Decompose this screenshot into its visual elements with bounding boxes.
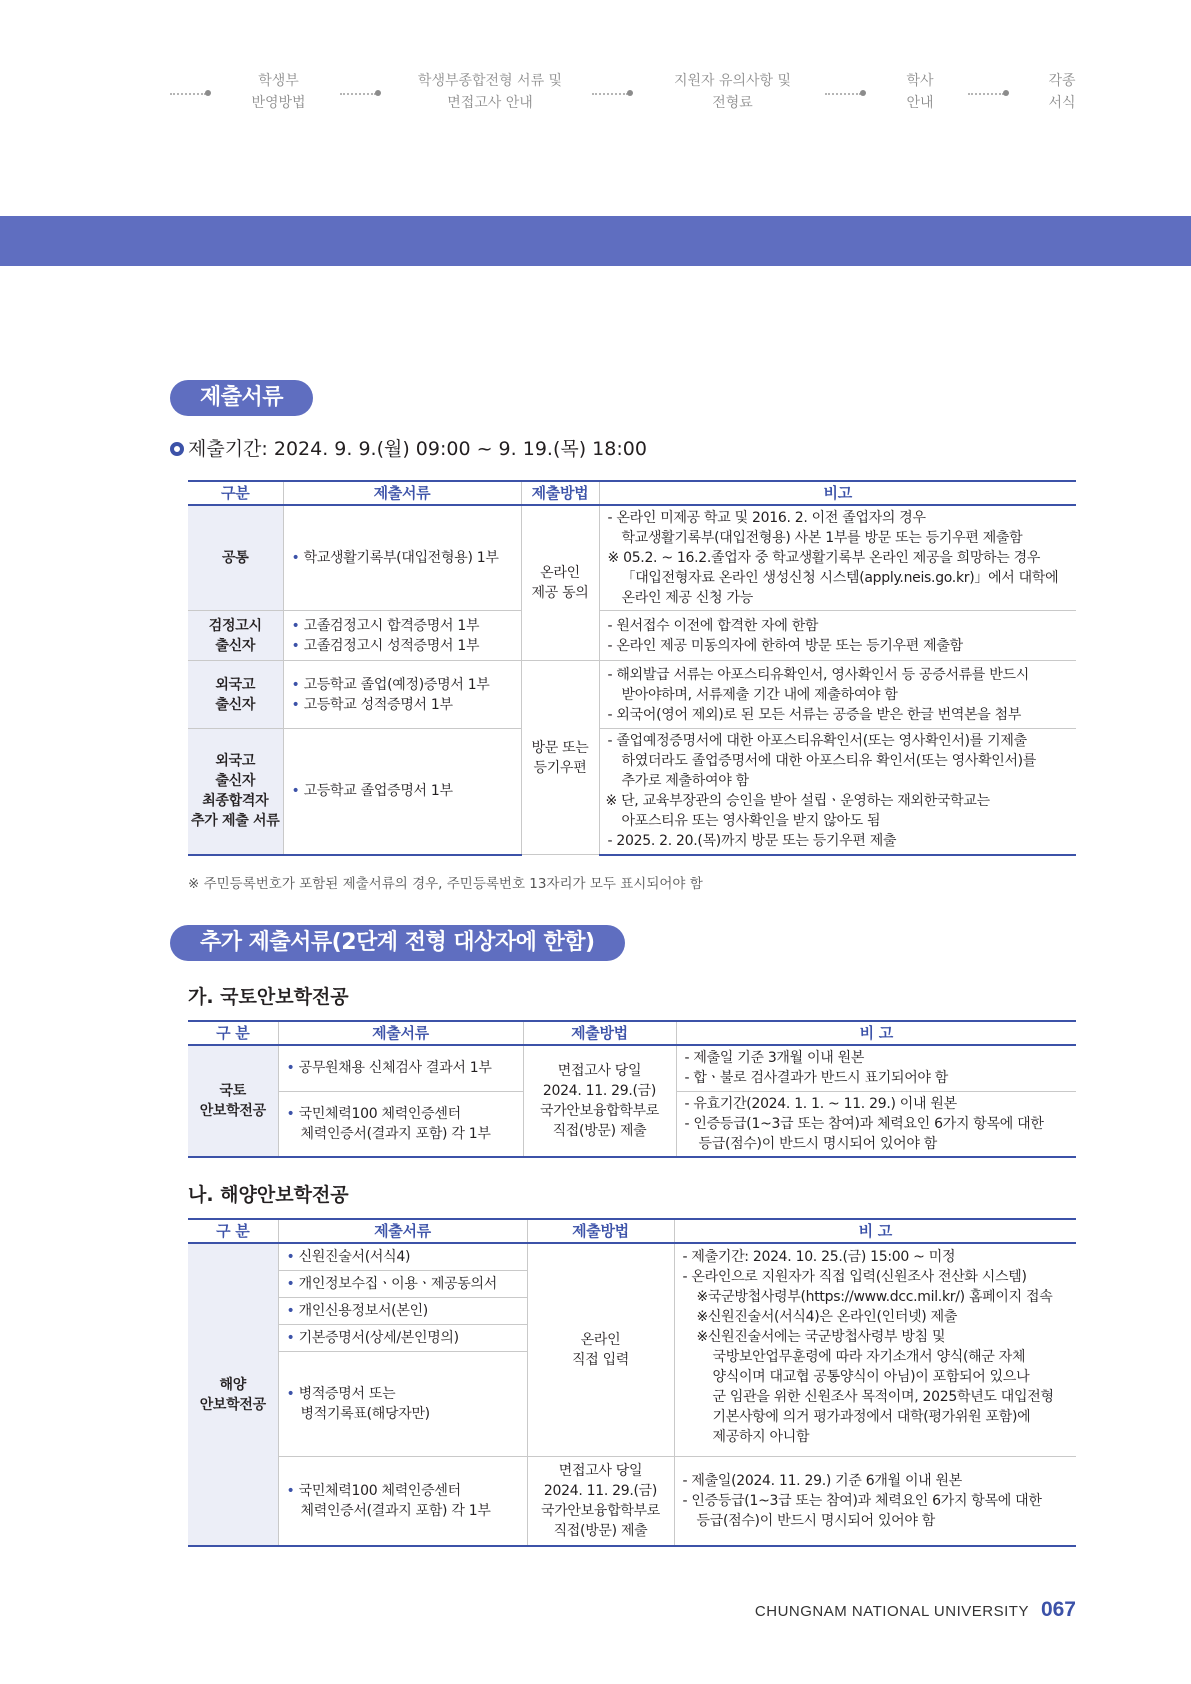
col-header: 제출방법 bbox=[527, 1219, 674, 1243]
nav-item-forms[interactable]: 각종 서식 bbox=[1048, 73, 1076, 111]
subsection-title-maritime: 나. 해양안보학전공 bbox=[188, 1184, 349, 1206]
doc-item: • 고졸검정고시 합격증명서 1부 bbox=[292, 616, 513, 636]
doc-cell bbox=[278, 1045, 523, 1091]
nav-connector bbox=[340, 93, 376, 95]
doc-item: • 공무원채용 신체검사 결과서 1부 bbox=[287, 1058, 515, 1078]
nav-connector bbox=[825, 93, 861, 95]
method-cell bbox=[521, 661, 599, 855]
note-line: - 졸업예정증명서에 대한 아포스티유확인서(또는 영사확인서)를 기제출 하였더라도 졸업증명서에 대한 아포스티유 확인서(또는 영사확인서)를 추가로 제출하여야 함 bbox=[607, 733, 1037, 790]
chapter-nav bbox=[0, 70, 1191, 120]
row-category bbox=[188, 1243, 278, 1546]
method-cell bbox=[521, 505, 599, 661]
note-line: ※신원진술서에는 국군방첩사령부 방침 및 국방보안업무훈령에 따라 자기소개서 양식(해군 자체 양식이며 대교협 공통양식이 아님)이 포함되어 있으나 군 임관을 위한 신원조사 목적이며, 2025학년도 대입전형 기본사항에 의거 평가과정에서 대학(평가위원 포함)에 제공하지 아니함 bbox=[696, 1329, 1054, 1445]
row-category bbox=[188, 661, 283, 729]
nav-connector bbox=[592, 93, 628, 95]
note-line: - 제출일(2024. 11. 29.) 기준 6개월 이내 원본 bbox=[682, 1472, 963, 1489]
col-header: 제출방법 bbox=[523, 1021, 676, 1045]
maritime-security-table bbox=[188, 1218, 1076, 1547]
doc-cell bbox=[283, 611, 521, 661]
table-row bbox=[188, 1456, 1076, 1546]
doc-cell bbox=[278, 1243, 527, 1270]
table-row bbox=[188, 1243, 1076, 1270]
note-line: - 제출일 기준 3개월 이내 원본 bbox=[684, 1050, 865, 1067]
note-cell bbox=[599, 611, 1076, 661]
note-cell bbox=[599, 729, 1076, 855]
university-name: CHUNGNAM NATIONAL UNIVERSITY bbox=[754, 1603, 1029, 1620]
note-line: - 온라인 제공 미동의자에 한하여 방문 또는 등기우편 제출함 bbox=[607, 637, 963, 654]
documents-table bbox=[188, 480, 1076, 856]
doc-cell bbox=[283, 505, 521, 611]
header-band bbox=[0, 216, 1191, 266]
note-cell bbox=[599, 505, 1076, 611]
note-line: - 인증등급(1~3급 또는 참여)과 체력요인 6가지 항목에 대한 등급(점수)이 반드시 명시되어 있어야 함 bbox=[682, 1492, 1042, 1529]
col-header: 비고 bbox=[599, 481, 1076, 505]
category-text: 해양 안보학전공 bbox=[199, 1376, 266, 1413]
col-header: 비 고 bbox=[674, 1219, 1076, 1243]
table-header bbox=[188, 1219, 1076, 1243]
table-row bbox=[188, 1045, 1076, 1091]
col-header: 구 분 bbox=[188, 1219, 278, 1243]
note-line: - 2025. 2. 20.(목)까지 방문 또는 등기우편 제출 bbox=[607, 833, 897, 850]
note-line: ※국군방첩사령부(https://www.dcc.mil.kr/) 홈페이지 접속 bbox=[696, 1289, 1053, 1305]
table-row bbox=[188, 729, 1076, 855]
nav-item-documents-interview[interactable]: 학생부종합전형 서류 및 면접고사 안내 bbox=[417, 73, 563, 111]
note-cell bbox=[676, 1045, 1076, 1091]
doc-item: • 국민체력100 체력인증센터 체력인증서(결과지 포함) 각 1부 bbox=[287, 1104, 515, 1144]
col-header: 비 고 bbox=[676, 1021, 1076, 1045]
note-line: - 유효기간(2024. 1. 1. ~ 11. 29.) 이내 원본 bbox=[684, 1095, 957, 1112]
note-cell bbox=[674, 1456, 1076, 1546]
doc-item: • 고졸검정고시 성적증명서 1부 bbox=[292, 636, 513, 656]
note-line: - 원서접수 이전에 합격한 자에 한함 bbox=[607, 617, 819, 634]
method-cell bbox=[523, 1045, 676, 1157]
doc-cell bbox=[278, 1297, 527, 1324]
bullet-circle-icon bbox=[170, 442, 184, 456]
nav-item-school-record[interactable]: 학생부 반영방법 bbox=[251, 73, 306, 111]
section-title-additional-documents: 추가 제출서류(2단계 전형 대상자에 한함) bbox=[170, 925, 625, 961]
note-cell bbox=[599, 661, 1076, 729]
nav-item-academic-info[interactable]: 학사 안내 bbox=[906, 73, 934, 111]
row-category bbox=[188, 1045, 278, 1157]
page-number: 067 bbox=[1040, 1598, 1076, 1621]
col-header: 제출서류 bbox=[278, 1021, 523, 1045]
doc-item: • 고등학교 졸업(예정)증명서 1부 bbox=[292, 675, 513, 695]
method-text: 방문 또는 등기우편 bbox=[531, 739, 589, 776]
method-text: 온라인 직접 입력 bbox=[571, 1331, 630, 1368]
nav-connector bbox=[968, 93, 1004, 95]
doc-item: • 국민체력100 체력인증센터 체력인증서(결과지 포함) 각 1부 bbox=[287, 1481, 519, 1521]
table-header bbox=[188, 481, 1076, 505]
note-line: - 온라인 미제공 학교 및 2016. 2. 이전 졸업자의 경우 학교생활기록부(대입전형용) 사본 1부를 방문 또는 등기우편 제출함 bbox=[607, 510, 1023, 546]
doc-cell bbox=[278, 1091, 523, 1157]
row-category bbox=[188, 729, 283, 855]
method-text: 면접고사 당일 2024. 11. 29.(금) 국가안보융합학부로 직접(방문) 제출 bbox=[539, 1063, 659, 1139]
note-line: - 온라인으로 지원자가 직접 입력(신원조사 전산화 시스템) bbox=[682, 1269, 1027, 1285]
nav-item-precautions-fees[interactable]: 지원자 유의사항 및 전형료 bbox=[673, 73, 792, 111]
note-line: - 인증등급(1~3급 또는 참여)과 체력요인 6가지 항목에 대한 등급(점수)이 반드시 명시되어 있어야 함 bbox=[684, 1115, 1044, 1152]
doc-item: • 기본증명서(상세/본인명의) bbox=[287, 1328, 519, 1348]
doc-cell bbox=[278, 1324, 527, 1351]
note-line: - 해외발급 서류는 아포스티유확인서, 영사확인서 등 공증서류를 반드시 받아야하며, 서류제출 기간 내에 제출하여야 함 bbox=[607, 666, 1029, 703]
table-row bbox=[188, 505, 1076, 611]
doc-cell bbox=[278, 1456, 527, 1546]
doc-item: • 고등학교 졸업증명서 1부 bbox=[292, 781, 513, 801]
category-text: 외국고 출신자 최종합격자 추가 제출 서류 bbox=[191, 753, 280, 830]
doc-cell bbox=[278, 1270, 527, 1297]
section-title-documents: 제출서류 bbox=[170, 380, 313, 416]
doc-item: • 개인신용정보서(본인) bbox=[287, 1301, 519, 1321]
doc-item: • 병적증명서 또는 병적기록표(해당자만) bbox=[287, 1384, 519, 1424]
footnote: ※ 주민등록번호가 포함된 제출서류의 경우, 주민등록번호 13자리가 모두 표시되어야 함 bbox=[188, 876, 703, 892]
category-text: 국토 안보학전공 bbox=[199, 1083, 266, 1119]
col-header: 제출서류 bbox=[278, 1219, 527, 1243]
col-header: 구분 bbox=[188, 481, 283, 505]
col-header: 제출서류 bbox=[283, 481, 521, 505]
subsection-title-homeland: 가. 국토안보학전공 bbox=[188, 986, 349, 1008]
doc-item: • 고등학교 성적증명서 1부 bbox=[292, 695, 513, 715]
note-line: - 외국어(영어 제외)로 된 모든 서류는 공증을 받은 한글 번역본을 첨부 bbox=[607, 706, 1022, 723]
method-text: 온라인 제공 동의 bbox=[531, 565, 589, 601]
table-row bbox=[188, 661, 1076, 729]
table-header bbox=[188, 1021, 1076, 1045]
doc-cell bbox=[283, 729, 521, 855]
doc-item: • 학교생활기록부(대입전형용) 1부 bbox=[292, 548, 513, 568]
method-text: 면접고사 당일 2024. 11. 29.(금) 국가안보융합학부로 직접(방문) 제출 bbox=[540, 1462, 660, 1539]
col-header: 구 분 bbox=[188, 1021, 278, 1045]
nav-connector bbox=[170, 93, 206, 95]
row-category: 공통 bbox=[188, 505, 283, 611]
col-header: 제출방법 bbox=[521, 481, 599, 505]
submission-period: 제출기간: 2024. 9. 9.(월) 09:00 ~ 9. 19.(목) 18:00 bbox=[188, 438, 647, 460]
method-cell bbox=[527, 1243, 674, 1456]
table-row bbox=[188, 611, 1076, 661]
category-text: 검정고시 출신자 bbox=[208, 617, 262, 654]
row-category bbox=[188, 611, 283, 661]
note-cell bbox=[676, 1091, 1076, 1157]
doc-item: • 신원진술서(서식4) bbox=[287, 1247, 519, 1267]
doc-cell bbox=[278, 1351, 527, 1456]
note-line: - 합ㆍ불로 검사결과가 반드시 표기되어야 함 bbox=[684, 1070, 949, 1087]
doc-cell bbox=[283, 661, 521, 729]
method-cell bbox=[527, 1456, 674, 1546]
note-line: ※ 05.2. ~ 16.2.졸업자 중 학교생활기록부 온라인 제공을 희망하는 경우 「대입전형자료 온라인 생성신청 시스템(apply.neis.go.kr)」에서 대학에 온라인 제공 신청 가능 bbox=[607, 550, 1059, 606]
category-text: 외국고 출신자 bbox=[215, 676, 256, 713]
homeland-security-table bbox=[188, 1020, 1076, 1158]
note-cell bbox=[674, 1243, 1076, 1456]
page-footer bbox=[755, 1598, 1076, 1622]
doc-item: • 개인정보수집ㆍ이용ㆍ제공동의서 bbox=[287, 1274, 519, 1294]
note-line: ※신원진술서(서식4)은 온라인(인터넷) 제출 bbox=[696, 1309, 958, 1325]
note-line: ※ 단, 교육부장관의 승인을 받아 설립ㆍ운영하는 재외한국학교는 아포스티유 또는 영사확인을 받지 않아도 됨 bbox=[605, 793, 990, 830]
note-line: - 제출기간: 2024. 10. 25.(금) 15:00 ~ 미정 bbox=[682, 1249, 956, 1265]
